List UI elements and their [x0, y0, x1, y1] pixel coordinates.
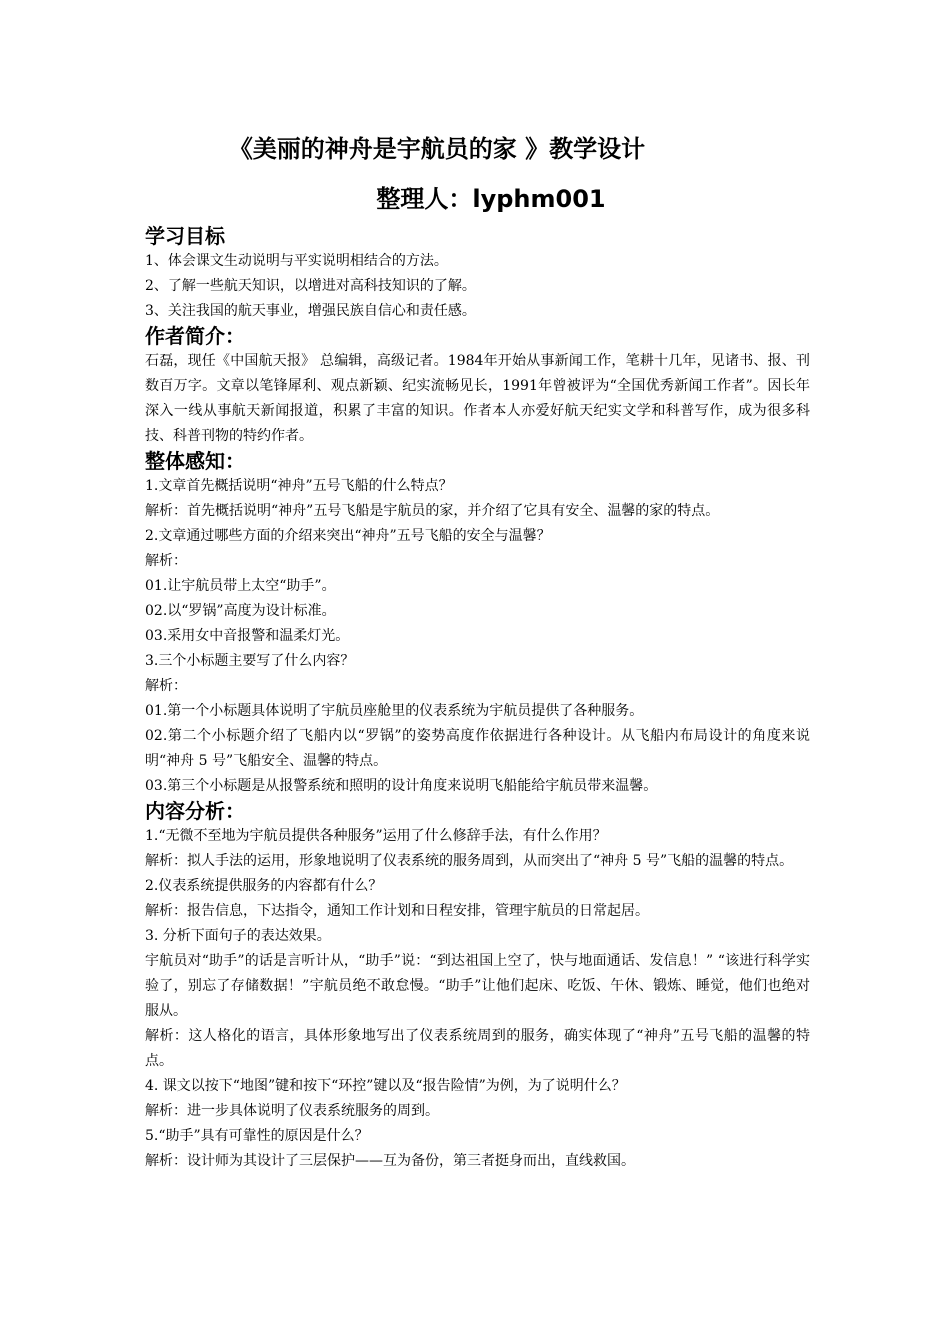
section-author-intro — [145, 324, 810, 449]
paragraph: 3. 分析下面句子的表达效果。 — [145, 928, 331, 944]
paragraph: 2.文章通过哪些方面的介绍来突出“神舟”五号飞船的安全与温馨？ — [145, 528, 551, 544]
document-author: 整理人：lyphm001 — [376, 185, 606, 213]
paragraph: 1、体会课文生动说明与平实说明相结合的方法。 — [145, 253, 448, 269]
paragraph: 解析：这人格化的语言，具体形象地写出了仪表系统周到的服务，确实体现了“神舟”五号飞船的温馨的特点。 — [145, 1028, 810, 1069]
section-heading: 作者简介： — [145, 324, 245, 348]
paragraph: 3、关注我国的航天事业，增强民族自信心和责任感。 — [145, 303, 476, 319]
document-body — [145, 224, 810, 1174]
section-overall-perception — [145, 449, 810, 799]
paragraph: 01.让宇航员带上太空“助手”。 — [145, 578, 336, 594]
paragraph: 宇航员对“助手”的话是言听计从，“助手”说：“到达祖国上空了，快与地面通话、发信息！” “该进行科学实验了，别忘了存储数据！”宇航员绝不敢怠慢。“助手”让他们起床、吃饭、午休、锻炼、睡觉，他们也绝对服从。 — [145, 953, 810, 1019]
paragraph: 解析： — [145, 678, 187, 694]
document-title: 《美丽的神舟是宇航员的家 》教学设计 — [228, 135, 646, 163]
paragraph: 解析：拟人手法的运用，形象地说明了仪表系统的服务周到，从而突出了“神舟 5 号”飞船的温馨的特点。 — [145, 853, 794, 869]
paragraph: 1.“无微不至地为宇航员提供各种服务”运用了什么修辞手法，有什么作用？ — [145, 828, 607, 844]
paragraph: 03.采用女中音报警和温柔灯光。 — [145, 628, 350, 644]
paragraph: 解析：进一步具体说明了仪表系统服务的周到。 — [145, 1103, 439, 1119]
paragraph: 01.第一个小标题具体说明了宇航员座舱里的仪表系统为宇航员提供了各种服务。 — [145, 703, 644, 719]
paragraph: 03.第三个小标题是从报警系统和照明的设计角度来说明飞船能给宇航员带来温馨。 — [145, 778, 658, 794]
paragraph: 4. 课文以按下“地图”键和按下“环控”键以及“报告险情”为例，为了说明什么？ — [145, 1078, 626, 1094]
paragraph: 石磊，现任《中国航天报》 总编辑，高级记者。1984年开始从事新闻工作，笔耕十几年，见诸书、报、刊数百万字。文章以笔锋犀利、观点新颖、纪实流畅见长，1991年曾被评为“全国优秀新闻工作者”。因长年深入一线从事航天新闻报道，积累了丰富的知识。作者本人亦爱好航天纪实文学和科普写作，成为很多科技、科普刊物的特约作者。 — [145, 353, 810, 444]
paragraph: 解析：报告信息，下达指令，通知工作计划和日程安排，管理宇航员的日常起居。 — [145, 903, 649, 919]
section-heading: 学习目标 — [145, 224, 225, 248]
paragraph: 解析：设计师为其设计了三层保护——互为备份，第三者挺身而出，直线救国。 — [145, 1153, 635, 1169]
section-content-analysis — [145, 799, 810, 1174]
paragraph: 1.文章首先概括说明“神舟”五号飞船的什么特点？ — [145, 478, 453, 494]
section-heading: 整体感知： — [145, 449, 245, 473]
section-heading: 内容分析： — [145, 799, 245, 823]
section-learning-goals — [145, 224, 810, 324]
paragraph: 3.三个小标题主要写了什么内容？ — [145, 653, 355, 669]
paragraph: 2、了解一些航天知识，以增进对高科技知识的了解。 — [145, 278, 476, 294]
paragraph: 02.以“罗锅”高度为设计标准。 — [145, 603, 336, 619]
paragraph: 解析： — [145, 553, 187, 569]
paragraph: 02.第二个小标题介绍了飞船内以“罗锅”的姿势高度作依据进行各种设计。从飞船内布局设计的角度来说明“神舟 5 号”飞船安全、温馨的特点。 — [145, 728, 810, 769]
paragraph: 5.“助手”具有可靠性的原因是什么？ — [145, 1128, 369, 1144]
paragraph: 2.仪表系统提供服务的内容都有什么？ — [145, 878, 383, 894]
paragraph: 解析：首先概括说明“神舟”五号飞船是宇航员的家，并介绍了它具有安全、温馨的家的特点。 — [145, 503, 720, 519]
